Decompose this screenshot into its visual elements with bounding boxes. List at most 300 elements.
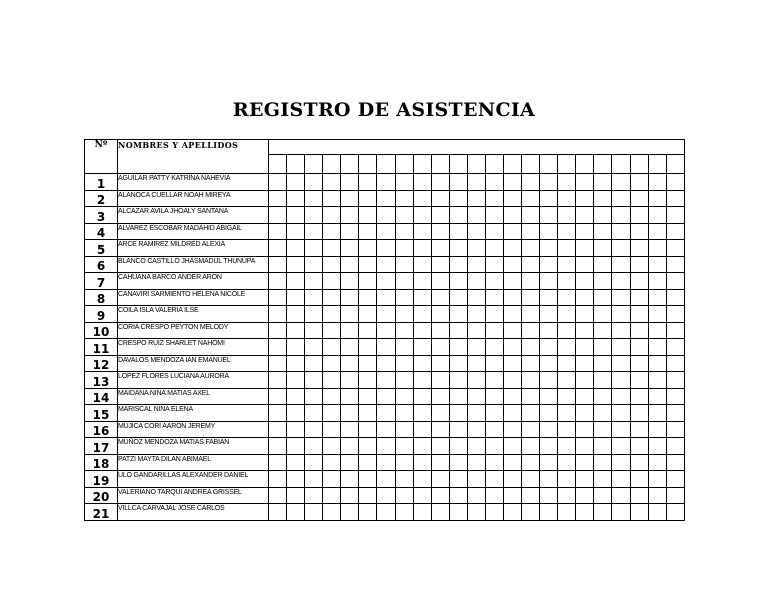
attendance-cell[interactable]: [359, 421, 377, 438]
attendance-cell[interactable]: [576, 322, 594, 339]
attendance-cell[interactable]: [666, 504, 684, 521]
attendance-cell[interactable]: [287, 322, 305, 339]
attendance-cell[interactable]: [341, 487, 359, 504]
attendance-cell[interactable]: [522, 388, 540, 405]
attendance-cell[interactable]: [431, 471, 449, 488]
attendance-cell[interactable]: [630, 372, 648, 389]
attendance-cell[interactable]: [305, 339, 323, 356]
attendance-cell[interactable]: [540, 405, 558, 422]
attendance-cell[interactable]: [594, 372, 612, 389]
attendance-cell[interactable]: [666, 273, 684, 290]
attendance-date-cell[interactable]: [612, 155, 630, 174]
attendance-cell[interactable]: [666, 438, 684, 455]
attendance-date-cell[interactable]: [341, 155, 359, 174]
attendance-cell[interactable]: [287, 372, 305, 389]
attendance-cell[interactable]: [377, 454, 395, 471]
attendance-cell[interactable]: [305, 190, 323, 207]
attendance-date-cell[interactable]: [305, 155, 323, 174]
attendance-cell[interactable]: [269, 322, 287, 339]
attendance-cell[interactable]: [305, 454, 323, 471]
attendance-cell[interactable]: [594, 454, 612, 471]
attendance-cell[interactable]: [648, 388, 666, 405]
attendance-cell[interactable]: [431, 504, 449, 521]
attendance-cell[interactable]: [449, 240, 467, 257]
attendance-cell[interactable]: [341, 355, 359, 372]
attendance-cell[interactable]: [449, 471, 467, 488]
attendance-cell[interactable]: [467, 405, 485, 422]
attendance-cell[interactable]: [269, 240, 287, 257]
attendance-cell[interactable]: [431, 306, 449, 323]
attendance-cell[interactable]: [467, 438, 485, 455]
attendance-cell[interactable]: [323, 438, 341, 455]
attendance-cell[interactable]: [630, 240, 648, 257]
attendance-cell[interactable]: [395, 207, 413, 224]
attendance-cell[interactable]: [395, 454, 413, 471]
attendance-cell[interactable]: [666, 322, 684, 339]
attendance-cell[interactable]: [413, 487, 431, 504]
attendance-date-cell[interactable]: [269, 155, 287, 174]
attendance-cell[interactable]: [630, 388, 648, 405]
attendance-cell[interactable]: [287, 339, 305, 356]
attendance-cell[interactable]: [413, 372, 431, 389]
attendance-cell[interactable]: [359, 256, 377, 273]
attendance-cell[interactable]: [485, 207, 503, 224]
attendance-date-cell[interactable]: [594, 155, 612, 174]
attendance-cell[interactable]: [431, 289, 449, 306]
attendance-cell[interactable]: [269, 273, 287, 290]
attendance-cell[interactable]: [648, 306, 666, 323]
attendance-cell[interactable]: [504, 471, 522, 488]
attendance-cell[interactable]: [540, 306, 558, 323]
attendance-cell[interactable]: [630, 471, 648, 488]
attendance-cell[interactable]: [576, 355, 594, 372]
attendance-cell[interactable]: [431, 322, 449, 339]
attendance-cell[interactable]: [323, 388, 341, 405]
attendance-cell[interactable]: [449, 306, 467, 323]
attendance-cell[interactable]: [449, 421, 467, 438]
attendance-cell[interactable]: [269, 487, 287, 504]
attendance-cell[interactable]: [287, 471, 305, 488]
attendance-cell[interactable]: [449, 190, 467, 207]
attendance-cell[interactable]: [359, 388, 377, 405]
attendance-cell[interactable]: [540, 421, 558, 438]
attendance-cell[interactable]: [504, 438, 522, 455]
attendance-cell[interactable]: [558, 256, 576, 273]
attendance-cell[interactable]: [612, 174, 630, 191]
attendance-cell[interactable]: [504, 339, 522, 356]
attendance-cell[interactable]: [323, 421, 341, 438]
attendance-cell[interactable]: [467, 372, 485, 389]
attendance-cell[interactable]: [648, 372, 666, 389]
attendance-cell[interactable]: [666, 372, 684, 389]
attendance-cell[interactable]: [269, 421, 287, 438]
attendance-cell[interactable]: [377, 372, 395, 389]
attendance-cell[interactable]: [594, 174, 612, 191]
attendance-cell[interactable]: [305, 289, 323, 306]
attendance-cell[interactable]: [341, 190, 359, 207]
attendance-cell[interactable]: [395, 438, 413, 455]
attendance-cell[interactable]: [269, 355, 287, 372]
attendance-cell[interactable]: [594, 405, 612, 422]
attendance-cell[interactable]: [377, 306, 395, 323]
attendance-cell[interactable]: [341, 339, 359, 356]
attendance-cell[interactable]: [395, 256, 413, 273]
attendance-cell[interactable]: [395, 504, 413, 521]
attendance-cell[interactable]: [576, 273, 594, 290]
attendance-cell[interactable]: [287, 487, 305, 504]
attendance-cell[interactable]: [558, 322, 576, 339]
attendance-date-cell[interactable]: [576, 155, 594, 174]
attendance-cell[interactable]: [377, 289, 395, 306]
attendance-cell[interactable]: [341, 289, 359, 306]
attendance-cell[interactable]: [594, 240, 612, 257]
attendance-cell[interactable]: [522, 438, 540, 455]
attendance-cell[interactable]: [359, 339, 377, 356]
attendance-cell[interactable]: [540, 190, 558, 207]
attendance-cell[interactable]: [540, 322, 558, 339]
attendance-cell[interactable]: [413, 471, 431, 488]
attendance-cell[interactable]: [413, 438, 431, 455]
attendance-date-cell[interactable]: [540, 155, 558, 174]
attendance-cell[interactable]: [395, 306, 413, 323]
attendance-cell[interactable]: [504, 504, 522, 521]
attendance-cell[interactable]: [522, 289, 540, 306]
attendance-cell[interactable]: [431, 207, 449, 224]
attendance-cell[interactable]: [576, 289, 594, 306]
attendance-cell[interactable]: [485, 190, 503, 207]
attendance-date-cell[interactable]: [395, 155, 413, 174]
attendance-cell[interactable]: [630, 174, 648, 191]
attendance-cell[interactable]: [395, 190, 413, 207]
attendance-cell[interactable]: [323, 174, 341, 191]
attendance-cell[interactable]: [449, 372, 467, 389]
attendance-cell[interactable]: [594, 421, 612, 438]
attendance-cell[interactable]: [449, 454, 467, 471]
attendance-cell[interactable]: [540, 471, 558, 488]
attendance-cell[interactable]: [504, 273, 522, 290]
attendance-cell[interactable]: [666, 454, 684, 471]
attendance-cell[interactable]: [576, 306, 594, 323]
attendance-cell[interactable]: [467, 504, 485, 521]
attendance-cell[interactable]: [341, 388, 359, 405]
attendance-cell[interactable]: [485, 289, 503, 306]
attendance-date-cell[interactable]: [323, 155, 341, 174]
attendance-cell[interactable]: [648, 322, 666, 339]
attendance-cell[interactable]: [558, 487, 576, 504]
attendance-cell[interactable]: [449, 504, 467, 521]
attendance-cell[interactable]: [485, 454, 503, 471]
attendance-cell[interactable]: [594, 190, 612, 207]
attendance-cell[interactable]: [467, 190, 485, 207]
attendance-cell[interactable]: [576, 256, 594, 273]
attendance-cell[interactable]: [323, 190, 341, 207]
attendance-cell[interactable]: [576, 438, 594, 455]
attendance-cell[interactable]: [558, 504, 576, 521]
attendance-cell[interactable]: [576, 190, 594, 207]
attendance-cell[interactable]: [305, 388, 323, 405]
attendance-cell[interactable]: [287, 421, 305, 438]
attendance-cell[interactable]: [413, 322, 431, 339]
attendance-cell[interactable]: [558, 207, 576, 224]
attendance-cell[interactable]: [522, 256, 540, 273]
attendance-cell[interactable]: [395, 405, 413, 422]
attendance-cell[interactable]: [630, 355, 648, 372]
attendance-cell[interactable]: [576, 471, 594, 488]
attendance-cell[interactable]: [558, 388, 576, 405]
attendance-cell[interactable]: [485, 306, 503, 323]
attendance-cell[interactable]: [612, 289, 630, 306]
attendance-cell[interactable]: [612, 306, 630, 323]
attendance-cell[interactable]: [540, 372, 558, 389]
attendance-cell[interactable]: [431, 438, 449, 455]
attendance-cell[interactable]: [377, 388, 395, 405]
attendance-cell[interactable]: [323, 504, 341, 521]
attendance-cell[interactable]: [522, 372, 540, 389]
attendance-cell[interactable]: [504, 421, 522, 438]
attendance-cell[interactable]: [558, 273, 576, 290]
attendance-cell[interactable]: [630, 256, 648, 273]
attendance-cell[interactable]: [666, 306, 684, 323]
attendance-cell[interactable]: [485, 339, 503, 356]
attendance-cell[interactable]: [522, 421, 540, 438]
attendance-cell[interactable]: [522, 240, 540, 257]
attendance-cell[interactable]: [648, 174, 666, 191]
attendance-cell[interactable]: [305, 471, 323, 488]
attendance-cell[interactable]: [467, 339, 485, 356]
attendance-cell[interactable]: [630, 289, 648, 306]
attendance-cell[interactable]: [359, 273, 377, 290]
attendance-cell[interactable]: [305, 421, 323, 438]
attendance-cell[interactable]: [540, 289, 558, 306]
attendance-cell[interactable]: [594, 339, 612, 356]
attendance-cell[interactable]: [359, 190, 377, 207]
attendance-cell[interactable]: [648, 240, 666, 257]
attendance-cell[interactable]: [431, 256, 449, 273]
attendance-cell[interactable]: [413, 388, 431, 405]
attendance-cell[interactable]: [269, 190, 287, 207]
attendance-cell[interactable]: [540, 339, 558, 356]
attendance-cell[interactable]: [522, 405, 540, 422]
attendance-cell[interactable]: [648, 504, 666, 521]
attendance-cell[interactable]: [269, 306, 287, 323]
attendance-cell[interactable]: [377, 190, 395, 207]
attendance-cell[interactable]: [359, 471, 377, 488]
attendance-date-cell[interactable]: [431, 155, 449, 174]
attendance-cell[interactable]: [341, 471, 359, 488]
attendance-cell[interactable]: [630, 273, 648, 290]
attendance-cell[interactable]: [287, 438, 305, 455]
attendance-cell[interactable]: [269, 388, 287, 405]
attendance-cell[interactable]: [377, 487, 395, 504]
attendance-cell[interactable]: [504, 190, 522, 207]
attendance-cell[interactable]: [323, 487, 341, 504]
attendance-cell[interactable]: [485, 372, 503, 389]
attendance-cell[interactable]: [413, 504, 431, 521]
attendance-cell[interactable]: [323, 240, 341, 257]
attendance-cell[interactable]: [287, 174, 305, 191]
attendance-cell[interactable]: [431, 240, 449, 257]
attendance-cell[interactable]: [287, 355, 305, 372]
attendance-cell[interactable]: [467, 471, 485, 488]
attendance-cell[interactable]: [395, 339, 413, 356]
attendance-cell[interactable]: [666, 256, 684, 273]
attendance-cell[interactable]: [467, 306, 485, 323]
attendance-cell[interactable]: [287, 256, 305, 273]
attendance-date-cell[interactable]: [377, 155, 395, 174]
attendance-cell[interactable]: [648, 355, 666, 372]
attendance-cell[interactable]: [341, 454, 359, 471]
attendance-cell[interactable]: [630, 504, 648, 521]
attendance-cell[interactable]: [395, 273, 413, 290]
attendance-cell[interactable]: [558, 471, 576, 488]
attendance-cell[interactable]: [359, 306, 377, 323]
attendance-cell[interactable]: [630, 438, 648, 455]
attendance-cell[interactable]: [485, 388, 503, 405]
attendance-cell[interactable]: [413, 174, 431, 191]
attendance-cell[interactable]: [431, 355, 449, 372]
attendance-date-cell[interactable]: [359, 155, 377, 174]
attendance-cell[interactable]: [666, 339, 684, 356]
attendance-cell[interactable]: [341, 405, 359, 422]
attendance-cell[interactable]: [522, 454, 540, 471]
attendance-cell[interactable]: [449, 322, 467, 339]
attendance-cell[interactable]: [449, 405, 467, 422]
attendance-cell[interactable]: [377, 471, 395, 488]
attendance-cell[interactable]: [431, 273, 449, 290]
attendance-date-cell[interactable]: [413, 155, 431, 174]
attendance-cell[interactable]: [467, 256, 485, 273]
attendance-cell[interactable]: [431, 372, 449, 389]
attendance-cell[interactable]: [287, 454, 305, 471]
attendance-cell[interactable]: [576, 487, 594, 504]
attendance-cell[interactable]: [359, 174, 377, 191]
attendance-cell[interactable]: [666, 471, 684, 488]
attendance-date-cell[interactable]: [648, 155, 666, 174]
attendance-cell[interactable]: [467, 223, 485, 240]
attendance-cell[interactable]: [323, 372, 341, 389]
attendance-cell[interactable]: [413, 306, 431, 323]
attendance-cell[interactable]: [377, 421, 395, 438]
attendance-cell[interactable]: [666, 388, 684, 405]
attendance-cell[interactable]: [323, 256, 341, 273]
attendance-cell[interactable]: [594, 487, 612, 504]
attendance-cell[interactable]: [630, 339, 648, 356]
attendance-cell[interactable]: [558, 190, 576, 207]
attendance-cell[interactable]: [540, 240, 558, 257]
attendance-cell[interactable]: [666, 240, 684, 257]
attendance-cell[interactable]: [467, 355, 485, 372]
attendance-cell[interactable]: [630, 223, 648, 240]
attendance-cell[interactable]: [305, 438, 323, 455]
attendance-cell[interactable]: [377, 438, 395, 455]
attendance-cell[interactable]: [449, 273, 467, 290]
attendance-cell[interactable]: [323, 207, 341, 224]
attendance-cell[interactable]: [359, 240, 377, 257]
attendance-cell[interactable]: [558, 372, 576, 389]
attendance-cell[interactable]: [359, 487, 377, 504]
attendance-cell[interactable]: [648, 454, 666, 471]
attendance-cell[interactable]: [449, 223, 467, 240]
attendance-cell[interactable]: [341, 256, 359, 273]
attendance-cell[interactable]: [287, 207, 305, 224]
attendance-cell[interactable]: [522, 190, 540, 207]
attendance-cell[interactable]: [323, 355, 341, 372]
attendance-cell[interactable]: [467, 322, 485, 339]
attendance-cell[interactable]: [666, 174, 684, 191]
attendance-cell[interactable]: [540, 207, 558, 224]
attendance-cell[interactable]: [395, 372, 413, 389]
attendance-cell[interactable]: [449, 256, 467, 273]
attendance-cell[interactable]: [341, 421, 359, 438]
attendance-cell[interactable]: [485, 438, 503, 455]
attendance-cell[interactable]: [612, 256, 630, 273]
attendance-cell[interactable]: [612, 388, 630, 405]
attendance-cell[interactable]: [323, 289, 341, 306]
attendance-cell[interactable]: [666, 223, 684, 240]
attendance-cell[interactable]: [431, 405, 449, 422]
attendance-cell[interactable]: [594, 388, 612, 405]
attendance-cell[interactable]: [449, 174, 467, 191]
attendance-cell[interactable]: [485, 355, 503, 372]
attendance-cell[interactable]: [341, 306, 359, 323]
attendance-cell[interactable]: [594, 289, 612, 306]
attendance-cell[interactable]: [576, 240, 594, 257]
attendance-date-cell[interactable]: [504, 155, 522, 174]
attendance-cell[interactable]: [558, 421, 576, 438]
attendance-date-cell[interactable]: [558, 155, 576, 174]
attendance-cell[interactable]: [305, 207, 323, 224]
attendance-cell[interactable]: [269, 438, 287, 455]
attendance-cell[interactable]: [558, 339, 576, 356]
attendance-cell[interactable]: [395, 471, 413, 488]
attendance-cell[interactable]: [576, 405, 594, 422]
attendance-cell[interactable]: [413, 273, 431, 290]
attendance-cell[interactable]: [431, 190, 449, 207]
attendance-cell[interactable]: [467, 487, 485, 504]
attendance-cell[interactable]: [377, 207, 395, 224]
attendance-cell[interactable]: [522, 355, 540, 372]
attendance-cell[interactable]: [269, 504, 287, 521]
attendance-cell[interactable]: [522, 339, 540, 356]
attendance-cell[interactable]: [287, 273, 305, 290]
attendance-cell[interactable]: [666, 487, 684, 504]
attendance-cell[interactable]: [540, 438, 558, 455]
attendance-cell[interactable]: [522, 471, 540, 488]
attendance-cell[interactable]: [341, 438, 359, 455]
attendance-cell[interactable]: [269, 289, 287, 306]
attendance-cell[interactable]: [504, 207, 522, 224]
attendance-cell[interactable]: [467, 174, 485, 191]
attendance-cell[interactable]: [485, 322, 503, 339]
attendance-cell[interactable]: [612, 322, 630, 339]
attendance-cell[interactable]: [522, 223, 540, 240]
attendance-cell[interactable]: [504, 355, 522, 372]
attendance-cell[interactable]: [341, 240, 359, 257]
attendance-cell[interactable]: [449, 289, 467, 306]
attendance-cell[interactable]: [648, 273, 666, 290]
attendance-cell[interactable]: [540, 355, 558, 372]
attendance-cell[interactable]: [558, 174, 576, 191]
attendance-cell[interactable]: [449, 438, 467, 455]
attendance-cell[interactable]: [341, 223, 359, 240]
attendance-cell[interactable]: [558, 405, 576, 422]
attendance-cell[interactable]: [449, 207, 467, 224]
attendance-cell[interactable]: [594, 306, 612, 323]
attendance-cell[interactable]: [666, 355, 684, 372]
attendance-cell[interactable]: [612, 438, 630, 455]
attendance-cell[interactable]: [449, 487, 467, 504]
attendance-cell[interactable]: [359, 454, 377, 471]
